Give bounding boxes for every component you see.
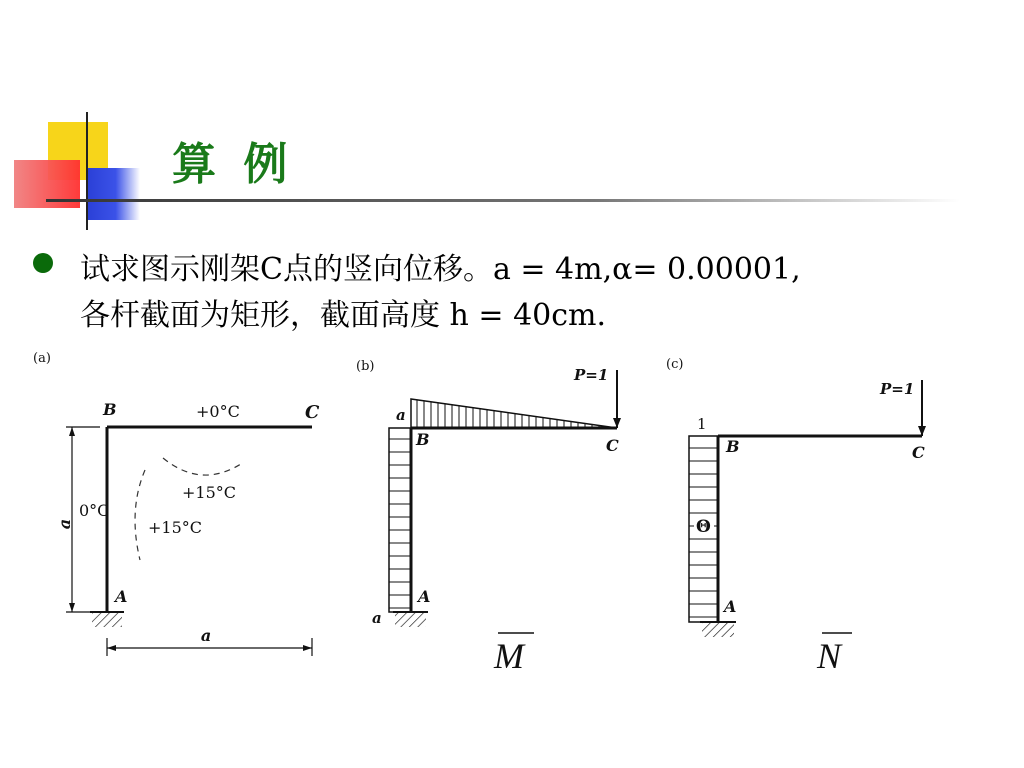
node-label-a: A bbox=[724, 597, 737, 616]
temp-inner-label-2: +15°C bbox=[148, 518, 203, 537]
unit-load-arrow bbox=[918, 380, 926, 436]
temp-left-label: 0°C bbox=[79, 501, 110, 520]
dimension-horizontal bbox=[107, 626, 312, 656]
node-label-b: B bbox=[726, 437, 740, 456]
load-label: P=1 bbox=[880, 380, 915, 398]
caption-moment: M bbox=[494, 636, 524, 676]
temp-inner-label-1: +15°C bbox=[182, 483, 237, 502]
moment-beam-hatching bbox=[417, 400, 606, 428]
decor-blue-square bbox=[86, 168, 140, 220]
moment-diagram-column bbox=[389, 428, 411, 612]
temperature-arc-column bbox=[135, 470, 145, 560]
decor-vertical-line bbox=[86, 112, 88, 230]
temp-top-label: +0°C bbox=[196, 402, 240, 421]
moment-value-top: a bbox=[396, 406, 406, 424]
load-label: P=1 bbox=[574, 366, 609, 384]
node-label-b: B bbox=[103, 400, 117, 419]
axial-value-label: 1 bbox=[697, 415, 707, 433]
caption-axial: N bbox=[817, 636, 842, 676]
node-label-b: B bbox=[416, 430, 430, 449]
dimension-vertical-label: a bbox=[55, 518, 74, 530]
fixed-support-a bbox=[90, 612, 124, 627]
figure-b bbox=[356, 359, 621, 676]
problem-text-line-2: 各杆截面为矩形，截面高度 h = 40cm. bbox=[80, 298, 607, 333]
frame-diagrams bbox=[0, 340, 1024, 700]
figure-a bbox=[33, 351, 320, 656]
bullet-icon bbox=[33, 253, 53, 273]
dimension-horizontal-label: a bbox=[200, 626, 212, 645]
moment-diagram-beam bbox=[411, 399, 617, 428]
title-underline bbox=[46, 199, 960, 202]
unit-load-arrow bbox=[613, 370, 621, 428]
node-label-c: C bbox=[305, 402, 320, 423]
axial-sign-label: Θ bbox=[696, 517, 711, 537]
moment-column-hatching bbox=[389, 439, 411, 608]
figure-a-tag: (a) bbox=[33, 351, 51, 366]
temperature-arc-beam bbox=[163, 458, 244, 475]
node-label-a: A bbox=[418, 587, 431, 606]
fixed-support-a bbox=[700, 622, 736, 637]
fixed-support-a bbox=[393, 612, 428, 627]
figure-b-tag: (b) bbox=[356, 359, 375, 374]
slide-title: 算 例 bbox=[172, 139, 294, 190]
figure-c bbox=[666, 357, 926, 676]
problem-text-line-1: 试求图示刚架C点的竖向位移。a = 4m,α= 0.00001, bbox=[80, 252, 801, 287]
node-label-a: A bbox=[115, 587, 128, 606]
node-label-c: C bbox=[912, 443, 925, 462]
figure-c-tag: (c) bbox=[666, 357, 684, 372]
node-label-c: C bbox=[606, 436, 619, 455]
moment-value-bottom: a bbox=[372, 609, 382, 627]
